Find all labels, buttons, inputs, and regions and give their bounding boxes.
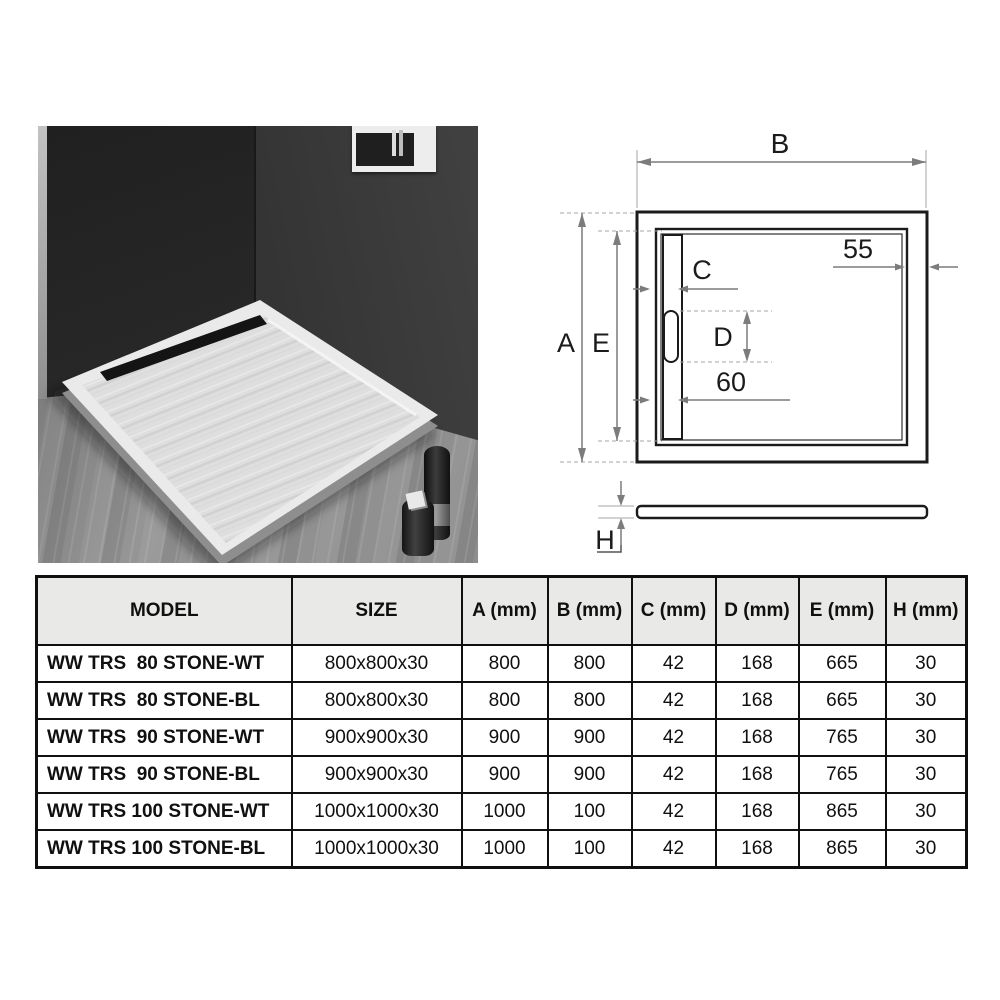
- value-cell: 30: [886, 719, 967, 756]
- value-cell: 800x800x30: [292, 682, 462, 719]
- model-cell: WW TRS 80 STONE-BL: [37, 682, 292, 719]
- h-extension-lines: [598, 506, 634, 518]
- dimension-diagram: [540, 100, 1000, 570]
- value-cell: 42: [632, 645, 716, 682]
- tray-side-view: [637, 506, 927, 518]
- column-header: A (mm): [462, 577, 548, 646]
- value-cell: 800: [548, 645, 632, 682]
- value-cell: 900: [548, 719, 632, 756]
- value-cell: 900: [548, 756, 632, 793]
- value-cell: 168: [716, 793, 799, 830]
- value-cell: 865: [799, 793, 886, 830]
- model-cell: WW TRS 100 STONE-BL: [37, 830, 292, 868]
- arrow-down-icon: [617, 495, 625, 506]
- value-cell: 30: [886, 756, 967, 793]
- arrow-down-icon: [613, 427, 621, 441]
- value-cell: 1000x1000x30: [292, 830, 462, 868]
- spec-table: [35, 575, 968, 869]
- model-cell: WW TRS 80 STONE-WT: [37, 645, 292, 682]
- value-cell: 42: [632, 756, 716, 793]
- value-cell: 168: [716, 756, 799, 793]
- value-cell: 765: [799, 756, 886, 793]
- dim-label-55: 55: [842, 234, 874, 264]
- dim-label-e: E: [591, 328, 611, 358]
- value-cell: 1000x1000x30: [292, 793, 462, 830]
- value-cell: 800: [548, 682, 632, 719]
- table-row: [37, 645, 967, 682]
- value-cell: 30: [886, 793, 967, 830]
- value-cell: 800: [462, 682, 548, 719]
- arrow-left-icon: [929, 264, 939, 271]
- value-cell: 665: [799, 645, 886, 682]
- value-cell: 42: [632, 719, 716, 756]
- value-cell: 1000: [462, 830, 548, 868]
- table-row: [37, 756, 967, 793]
- dim-label-d: D: [713, 322, 733, 352]
- value-cell: 900x900x30: [292, 719, 462, 756]
- arrow-up-icon: [617, 518, 625, 529]
- value-cell: 168: [716, 719, 799, 756]
- value-cell: 168: [716, 682, 799, 719]
- value-cell: 800x800x30: [292, 645, 462, 682]
- table-row: [37, 793, 967, 830]
- value-cell: 30: [886, 645, 967, 682]
- value-cell: 765: [799, 719, 886, 756]
- product-photo: [38, 126, 478, 563]
- value-cell: 900: [462, 719, 548, 756]
- column-header: H (mm): [886, 577, 967, 646]
- table-header: [37, 577, 967, 646]
- column-header: B (mm): [548, 577, 632, 646]
- table-row: [37, 682, 967, 719]
- drain-opening: [664, 311, 678, 362]
- value-cell: 30: [886, 830, 967, 868]
- column-header: MODEL: [37, 577, 292, 646]
- value-cell: 42: [632, 682, 716, 719]
- value-cell: 168: [716, 645, 799, 682]
- model-cell: WW TRS 100 STONE-WT: [37, 793, 292, 830]
- value-cell: 100: [548, 830, 632, 868]
- arrow-up-icon: [578, 213, 586, 227]
- dim-label-60: 60: [715, 367, 747, 397]
- value-cell: 900: [462, 756, 548, 793]
- arrow-up-icon: [613, 231, 621, 245]
- arrow-right-icon: [912, 158, 926, 166]
- arrow-left-icon: [637, 158, 651, 166]
- dim-label-b: B: [770, 128, 790, 159]
- column-header: D (mm): [716, 577, 799, 646]
- value-cell: 168: [716, 830, 799, 868]
- column-header: E (mm): [799, 577, 886, 646]
- model-cell: WW TRS 90 STONE-BL: [37, 756, 292, 793]
- table-row: [37, 830, 967, 868]
- value-cell: 30: [886, 682, 967, 719]
- value-cell: 100: [548, 793, 632, 830]
- value-cell: 900x900x30: [292, 756, 462, 793]
- dim-label-c: C: [692, 255, 712, 285]
- value-cell: 865: [799, 830, 886, 868]
- value-cell: 800: [462, 645, 548, 682]
- value-cell: 42: [632, 793, 716, 830]
- column-header: SIZE: [292, 577, 462, 646]
- value-cell: 1000: [462, 793, 548, 830]
- column-header: C (mm): [632, 577, 716, 646]
- value-cell: 42: [632, 830, 716, 868]
- dim-label-a: A: [556, 328, 576, 358]
- tray-surface: [82, 316, 420, 543]
- model-cell: WW TRS 90 STONE-WT: [37, 719, 292, 756]
- table-row: [37, 719, 967, 756]
- dim-label-h: H: [595, 525, 615, 555]
- value-cell: 665: [799, 682, 886, 719]
- arrow-down-icon: [578, 448, 586, 462]
